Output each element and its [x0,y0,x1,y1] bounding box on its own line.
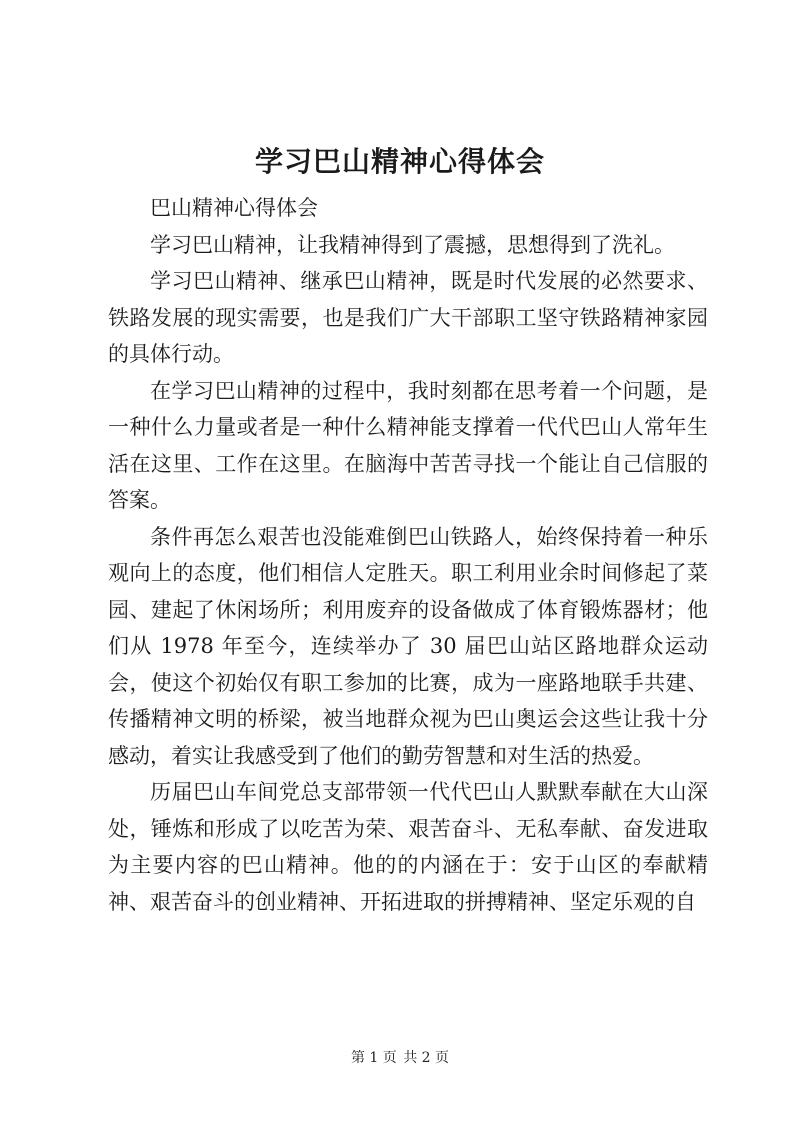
subtitle-paragraph: 巴山精神心得体会 [150,196,318,220]
paragraph: 历届巴山车间党总支部带领一代代巴山人默默奉献在大山深处，锤炼和形成了以吃苦为荣、艰苦奋斗、无私奉献、奋发进取为主要内容的巴山精神。他的的内涵在于：安于山区的奉献精神、艰苦奋斗的创业精神、开拓进取的拼搏精神、坚定乐观的自 [108,780,708,914]
page-footer [0,1048,800,1068]
page-title: 学习巴山精神心得体会 [254,145,545,178]
paragraph: 条件再怎么艰苦也没能难倒巴山铁路人，始终保持着一种乐观向上的态度，他们相信人定胜天。职工利用业余时间修起了菜园、建起了休闲场所；利用废弃的设备做成了体育锻炼器材；他们从 1978 年至今，连续举办了 30 届巴山站区路地群众运动会，使这个初始仅有职工参加的比赛，成为一座路地联手共建、传播精神文明的桥梁，被当地群众视为巴山奥运会这些让我十分感动，着实让我感受到了他们的勤劳智慧和对生活的热爱。 [108,524,708,768]
paragraph: 学习巴山精神，让我精神得到了震撼，思想得到了洗礼。 [150,232,675,257]
document-body [108,190,708,920]
paragraph: 学习巴山精神、继承巴山精神，既是时代发展的必然要求、铁路发展的现实需要，也是我们广大干部职工坚守铁路精神家园的具体行动。 [108,269,708,366]
paragraph: 在学习巴山精神的过程中，我时刻都在思考着一个问题，是一种什么力量或者是一种什么精神能支撑着一代代巴山人常年生活在这里、工作在这里。在脑海中苦苦寻找一个能让自己信服的答案。 [108,378,708,512]
page-number: 第 1 页 [350,1050,397,1066]
page-total: 共 2 页 [403,1050,450,1066]
